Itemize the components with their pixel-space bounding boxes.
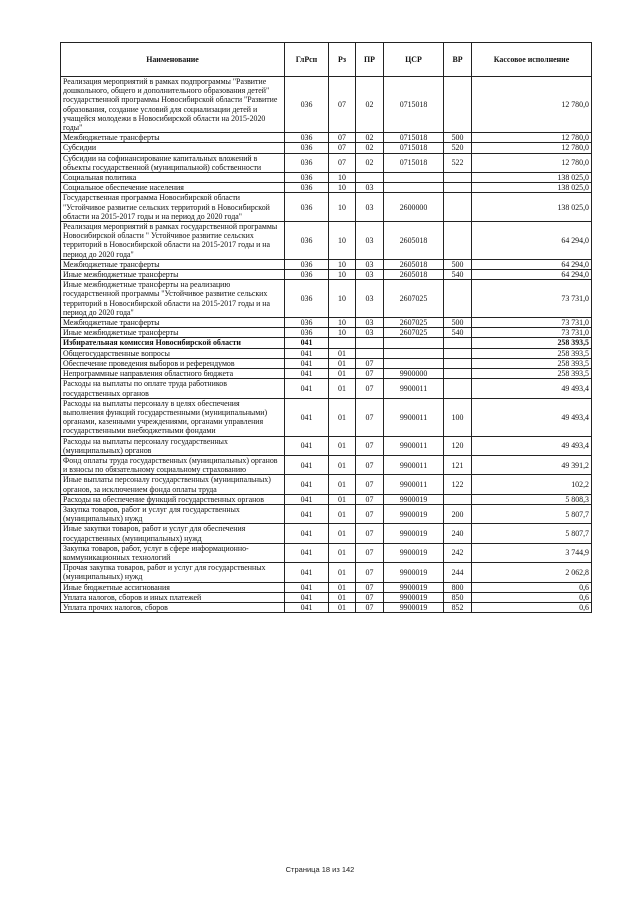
cell-vr bbox=[444, 494, 472, 504]
cell-pr: 03 bbox=[356, 222, 384, 260]
cell-glrsp: 036 bbox=[285, 328, 329, 338]
cell-glrsp: 041 bbox=[285, 543, 329, 562]
page-number: Страница 18 из 142 bbox=[285, 865, 355, 874]
cell-glrsp: 036 bbox=[285, 280, 329, 318]
cell-csr: 9900011 bbox=[384, 398, 444, 436]
cell-amount: 64 294,0 bbox=[472, 270, 592, 280]
cell-csr: 2607025 bbox=[384, 280, 444, 318]
cell-glrsp: 036 bbox=[285, 143, 329, 153]
cell-name: Иные межбюджетные трансферты bbox=[61, 328, 285, 338]
cell-name: Закупка товаров, работ и услуг для государственных (муниципальных) нужд bbox=[61, 504, 285, 523]
table-row bbox=[61, 133, 592, 143]
cell-vr bbox=[444, 280, 472, 318]
cell-amount: 12 780,0 bbox=[472, 77, 592, 133]
cell-vr bbox=[444, 173, 472, 183]
cell-name: Избирательная комиссия Новосибирской области bbox=[61, 338, 285, 348]
cell-amount: 258 393,5 bbox=[472, 358, 592, 368]
cell-rz: 01 bbox=[329, 602, 356, 612]
cell-glrsp: 036 bbox=[285, 153, 329, 172]
cell-pr: 03 bbox=[356, 270, 384, 280]
cell-glrsp: 041 bbox=[285, 436, 329, 455]
cell-glrsp: 041 bbox=[285, 338, 329, 348]
cell-name: Социальное обеспечение населения bbox=[61, 183, 285, 193]
cell-rz: 01 bbox=[329, 369, 356, 379]
cell-rz: 07 bbox=[329, 153, 356, 172]
cell-name: Иные бюджетные ассигнования bbox=[61, 582, 285, 592]
table-row bbox=[61, 543, 592, 562]
cell-rz: 01 bbox=[329, 348, 356, 358]
budget-table bbox=[60, 42, 592, 613]
cell-amount: 138 025,0 bbox=[472, 193, 592, 222]
cell-glrsp: 041 bbox=[285, 504, 329, 523]
cell-rz: 10 bbox=[329, 259, 356, 269]
cell-name: Социальная политика bbox=[61, 173, 285, 183]
cell-csr bbox=[384, 173, 444, 183]
table-row bbox=[61, 379, 592, 398]
cell-name: Иные выплаты персоналу государственных (муниципальных) органов, за исключением фонда оплаты труда bbox=[61, 475, 285, 494]
cell-csr: 2605018 bbox=[384, 259, 444, 269]
cell-pr bbox=[356, 348, 384, 358]
cell-rz: 01 bbox=[329, 358, 356, 368]
table-row bbox=[61, 77, 592, 133]
cell-pr: 03 bbox=[356, 328, 384, 338]
cell-vr: 850 bbox=[444, 592, 472, 602]
cell-amount: 258 393,5 bbox=[472, 369, 592, 379]
cell-amount: 12 780,0 bbox=[472, 133, 592, 143]
cell-csr: 9900011 bbox=[384, 455, 444, 474]
header-amount: Кассовое исполнение bbox=[472, 43, 592, 77]
cell-rz: 01 bbox=[329, 494, 356, 504]
cell-csr: 9900019 bbox=[384, 524, 444, 543]
cell-glrsp: 036 bbox=[285, 183, 329, 193]
cell-amount: 12 780,0 bbox=[472, 153, 592, 172]
cell-vr bbox=[444, 338, 472, 348]
cell-amount: 73 731,0 bbox=[472, 328, 592, 338]
cell-pr: 07 bbox=[356, 436, 384, 455]
cell-glrsp: 041 bbox=[285, 379, 329, 398]
cell-csr: 9900019 bbox=[384, 602, 444, 612]
cell-pr: 02 bbox=[356, 143, 384, 153]
cell-vr: 500 bbox=[444, 318, 472, 328]
table-row bbox=[61, 582, 592, 592]
cell-pr: 07 bbox=[356, 455, 384, 474]
cell-pr: 07 bbox=[356, 592, 384, 602]
cell-vr bbox=[444, 358, 472, 368]
cell-name: Общегосударственные вопросы bbox=[61, 348, 285, 358]
cell-pr: 02 bbox=[356, 133, 384, 143]
cell-amount: 5 807,7 bbox=[472, 504, 592, 523]
cell-vr: 852 bbox=[444, 602, 472, 612]
cell-rz: 01 bbox=[329, 543, 356, 562]
cell-rz: 01 bbox=[329, 582, 356, 592]
cell-name: Расходы на обеспечение функций государственных органов bbox=[61, 494, 285, 504]
cell-vr: 244 bbox=[444, 563, 472, 582]
cell-csr bbox=[384, 183, 444, 193]
cell-name: Государственная программа Новосибирской области "Устойчивое развитие сельских территорий в Новосибирской области на 2015-2017 годы и на период до 2020 года" bbox=[61, 193, 285, 222]
cell-vr: 120 bbox=[444, 436, 472, 455]
cell-csr: 0715018 bbox=[384, 153, 444, 172]
cell-vr bbox=[444, 193, 472, 222]
cell-csr: 2607025 bbox=[384, 328, 444, 338]
cell-glrsp: 041 bbox=[285, 398, 329, 436]
table-row bbox=[61, 328, 592, 338]
cell-rz: 10 bbox=[329, 222, 356, 260]
cell-pr: 07 bbox=[356, 358, 384, 368]
cell-pr: 03 bbox=[356, 193, 384, 222]
cell-glrsp: 041 bbox=[285, 475, 329, 494]
cell-name: Реализация мероприятий в рамках подпрограммы "Развитие дошкольного, общего и дополнительного образования детей" государственной программы Новосибирской области "Развитие образования, создание условий для социализации детей и учащейся молодежи в Новосибирской области на 2015-2020 годы" bbox=[61, 77, 285, 133]
cell-csr: 9900000 bbox=[384, 369, 444, 379]
cell-amount: 258 393,5 bbox=[472, 348, 592, 358]
cell-name: Межбюджетные трансферты bbox=[61, 259, 285, 269]
cell-glrsp: 041 bbox=[285, 455, 329, 474]
cell-vr: 522 bbox=[444, 153, 472, 172]
cell-amount: 138 025,0 bbox=[472, 173, 592, 183]
header-rz: Рз bbox=[329, 43, 356, 77]
cell-amount: 0,6 bbox=[472, 582, 592, 592]
cell-pr: 07 bbox=[356, 504, 384, 523]
cell-vr bbox=[444, 183, 472, 193]
table-row bbox=[61, 592, 592, 602]
cell-rz: 01 bbox=[329, 436, 356, 455]
cell-rz: 10 bbox=[329, 280, 356, 318]
table-row bbox=[61, 270, 592, 280]
cell-glrsp: 041 bbox=[285, 348, 329, 358]
cell-csr: 9900019 bbox=[384, 563, 444, 582]
cell-pr: 07 bbox=[356, 398, 384, 436]
cell-pr bbox=[356, 173, 384, 183]
cell-glrsp: 036 bbox=[285, 270, 329, 280]
cell-vr: 240 bbox=[444, 524, 472, 543]
table-row bbox=[61, 398, 592, 436]
cell-csr: 2600000 bbox=[384, 193, 444, 222]
cell-name: Закупка товаров, работ, услуг в сфере информационно-коммуникационных технологий bbox=[61, 543, 285, 562]
cell-name: Реализация мероприятий в рамках государственной программы Новосибирской области " Устойчивое развитие сельских территорий в Новосибирской области на 2015-2017 годы и на период до 2020 года" bbox=[61, 222, 285, 260]
cell-rz: 01 bbox=[329, 379, 356, 398]
cell-rz: 07 bbox=[329, 143, 356, 153]
cell-pr: 07 bbox=[356, 582, 384, 592]
table-row bbox=[61, 494, 592, 504]
cell-csr: 2607025 bbox=[384, 318, 444, 328]
cell-csr: 9900019 bbox=[384, 504, 444, 523]
cell-csr: 2605018 bbox=[384, 270, 444, 280]
cell-pr: 03 bbox=[356, 280, 384, 318]
cell-amount: 2 062,8 bbox=[472, 563, 592, 582]
cell-name: Иные закупки товаров, работ и услуг для обеспечения государственных (муниципальных) нужд bbox=[61, 524, 285, 543]
cell-glrsp: 036 bbox=[285, 173, 329, 183]
table-row bbox=[61, 259, 592, 269]
cell-rz: 10 bbox=[329, 328, 356, 338]
cell-rz: 10 bbox=[329, 183, 356, 193]
cell-rz: 01 bbox=[329, 563, 356, 582]
cell-vr: 100 bbox=[444, 398, 472, 436]
cell-name: Непрограммные направления областного бюджета bbox=[61, 369, 285, 379]
cell-rz: 01 bbox=[329, 455, 356, 474]
cell-amount: 102,2 bbox=[472, 475, 592, 494]
cell-csr bbox=[384, 338, 444, 348]
table-header-row bbox=[61, 43, 592, 77]
cell-name: Субсидии bbox=[61, 143, 285, 153]
cell-amount: 5 807,7 bbox=[472, 524, 592, 543]
cell-rz: 10 bbox=[329, 270, 356, 280]
cell-name: Субсидии на софинансирование капитальных вложений в объекты государственной (муниципальной) собственности bbox=[61, 153, 285, 172]
cell-amount: 12 780,0 bbox=[472, 143, 592, 153]
cell-vr: 122 bbox=[444, 475, 472, 494]
table-row bbox=[61, 348, 592, 358]
cell-name: Межбюджетные трансферты bbox=[61, 318, 285, 328]
cell-vr bbox=[444, 348, 472, 358]
cell-vr: 500 bbox=[444, 259, 472, 269]
cell-amount: 3 744,9 bbox=[472, 543, 592, 562]
cell-pr: 07 bbox=[356, 602, 384, 612]
cell-name: Расходы на выплаты персоналу в целях обеспечения выполнения функций государственными (муниципальными) органами, казенными учреждениями, органами управления государственными внебюджетными фондами bbox=[61, 398, 285, 436]
cell-amount: 49 493,4 bbox=[472, 436, 592, 455]
cell-vr bbox=[444, 77, 472, 133]
cell-amount: 49 493,4 bbox=[472, 379, 592, 398]
cell-pr: 07 bbox=[356, 494, 384, 504]
cell-name: Иные межбюджетные трансферты на реализацию государственной программы "Устойчивое развитие сельских территорий в Новосибирской области на 2015-2017 годы и на период до 2020 года" bbox=[61, 280, 285, 318]
table-row bbox=[61, 475, 592, 494]
cell-amount: 0,6 bbox=[472, 602, 592, 612]
cell-vr: 242 bbox=[444, 543, 472, 562]
cell-glrsp: 036 bbox=[285, 259, 329, 269]
cell-glrsp: 036 bbox=[285, 193, 329, 222]
cell-name: Расходы на выплаты по оплате труда работников государственных органов bbox=[61, 379, 285, 398]
cell-rz: 10 bbox=[329, 318, 356, 328]
cell-rz: 10 bbox=[329, 193, 356, 222]
cell-csr bbox=[384, 348, 444, 358]
cell-csr: 0715018 bbox=[384, 77, 444, 133]
cell-vr bbox=[444, 379, 472, 398]
cell-rz: 07 bbox=[329, 77, 356, 133]
cell-vr bbox=[444, 222, 472, 260]
cell-glrsp: 041 bbox=[285, 582, 329, 592]
cell-amount: 5 808,3 bbox=[472, 494, 592, 504]
cell-amount: 73 731,0 bbox=[472, 280, 592, 318]
table-row bbox=[61, 222, 592, 260]
cell-amount: 138 025,0 bbox=[472, 183, 592, 193]
table-row bbox=[61, 143, 592, 153]
header-vr: ВР bbox=[444, 43, 472, 77]
cell-vr: 540 bbox=[444, 328, 472, 338]
cell-amount: 258 393,5 bbox=[472, 338, 592, 348]
cell-glrsp: 041 bbox=[285, 592, 329, 602]
cell-pr bbox=[356, 338, 384, 348]
cell-csr: 9900019 bbox=[384, 494, 444, 504]
cell-csr bbox=[384, 358, 444, 368]
table-row bbox=[61, 524, 592, 543]
cell-amount: 0,6 bbox=[472, 592, 592, 602]
cell-pr: 07 bbox=[356, 563, 384, 582]
cell-csr: 9900019 bbox=[384, 543, 444, 562]
header-csr: ЦСР bbox=[384, 43, 444, 77]
table-row bbox=[61, 183, 592, 193]
table-row bbox=[61, 563, 592, 582]
cell-glrsp: 041 bbox=[285, 602, 329, 612]
cell-glrsp: 041 bbox=[285, 563, 329, 582]
cell-amount: 64 294,0 bbox=[472, 222, 592, 260]
cell-glrsp: 036 bbox=[285, 77, 329, 133]
cell-name: Межбюджетные трансферты bbox=[61, 133, 285, 143]
cell-rz bbox=[329, 338, 356, 348]
cell-csr: 9900019 bbox=[384, 582, 444, 592]
cell-pr: 02 bbox=[356, 77, 384, 133]
cell-name: Иные межбюджетные трансферты bbox=[61, 270, 285, 280]
cell-glrsp: 041 bbox=[285, 524, 329, 543]
cell-amount: 49 391,2 bbox=[472, 455, 592, 474]
table-row bbox=[61, 280, 592, 318]
table-row bbox=[61, 504, 592, 523]
cell-vr: 520 bbox=[444, 143, 472, 153]
cell-csr: 0715018 bbox=[384, 143, 444, 153]
cell-vr: 800 bbox=[444, 582, 472, 592]
cell-vr: 500 bbox=[444, 133, 472, 143]
cell-name: Обеспечение проведения выборов и референдумов bbox=[61, 358, 285, 368]
cell-glrsp: 036 bbox=[285, 318, 329, 328]
cell-amount: 49 493,4 bbox=[472, 398, 592, 436]
cell-csr: 2605018 bbox=[384, 222, 444, 260]
cell-rz: 01 bbox=[329, 524, 356, 543]
cell-pr: 07 bbox=[356, 379, 384, 398]
cell-vr bbox=[444, 369, 472, 379]
table-row bbox=[61, 455, 592, 474]
header-name: Наименование bbox=[61, 43, 285, 77]
table-row bbox=[61, 369, 592, 379]
cell-pr: 02 bbox=[356, 153, 384, 172]
cell-vr: 200 bbox=[444, 504, 472, 523]
cell-pr: 07 bbox=[356, 369, 384, 379]
cell-vr: 121 bbox=[444, 455, 472, 474]
cell-glrsp: 036 bbox=[285, 222, 329, 260]
cell-glrsp: 036 bbox=[285, 133, 329, 143]
cell-name: Уплата налогов, сборов и иных платежей bbox=[61, 592, 285, 602]
cell-rz: 01 bbox=[329, 592, 356, 602]
table-row bbox=[61, 436, 592, 455]
cell-rz: 07 bbox=[329, 133, 356, 143]
cell-csr: 9900019 bbox=[384, 592, 444, 602]
cell-csr: 9900011 bbox=[384, 475, 444, 494]
cell-csr: 9900011 bbox=[384, 379, 444, 398]
cell-pr: 07 bbox=[356, 543, 384, 562]
cell-rz: 01 bbox=[329, 475, 356, 494]
cell-pr: 03 bbox=[356, 318, 384, 328]
cell-glrsp: 041 bbox=[285, 369, 329, 379]
cell-name: Уплата прочих налогов, сборов bbox=[61, 602, 285, 612]
table-row bbox=[61, 338, 592, 348]
table-row bbox=[61, 358, 592, 368]
cell-pr: 03 bbox=[356, 259, 384, 269]
table-row bbox=[61, 318, 592, 328]
cell-csr: 0715018 bbox=[384, 133, 444, 143]
cell-glrsp: 041 bbox=[285, 494, 329, 504]
cell-name: Расходы на выплаты персоналу государственных (муниципальных) органов bbox=[61, 436, 285, 455]
cell-pr: 07 bbox=[356, 524, 384, 543]
cell-glrsp: 041 bbox=[285, 358, 329, 368]
table-row bbox=[61, 193, 592, 222]
header-pr: ПР bbox=[356, 43, 384, 77]
cell-amount: 73 731,0 bbox=[472, 318, 592, 328]
table-row bbox=[61, 153, 592, 172]
cell-csr: 9900011 bbox=[384, 436, 444, 455]
cell-name: Прочая закупка товаров, работ и услуг для государственных (муниципальных) нужд bbox=[61, 563, 285, 582]
cell-pr: 03 bbox=[356, 183, 384, 193]
table-row bbox=[61, 173, 592, 183]
cell-amount: 64 294,0 bbox=[472, 259, 592, 269]
cell-name: Фонд оплаты труда государственных (муниципальных) органов и взносы по обязательному социальному страхованию bbox=[61, 455, 285, 474]
cell-rz: 01 bbox=[329, 398, 356, 436]
header-glrsp: ГлРсп bbox=[285, 43, 329, 77]
cell-rz: 10 bbox=[329, 173, 356, 183]
cell-vr: 540 bbox=[444, 270, 472, 280]
cell-pr: 07 bbox=[356, 475, 384, 494]
cell-rz: 01 bbox=[329, 504, 356, 523]
table-row bbox=[61, 602, 592, 612]
